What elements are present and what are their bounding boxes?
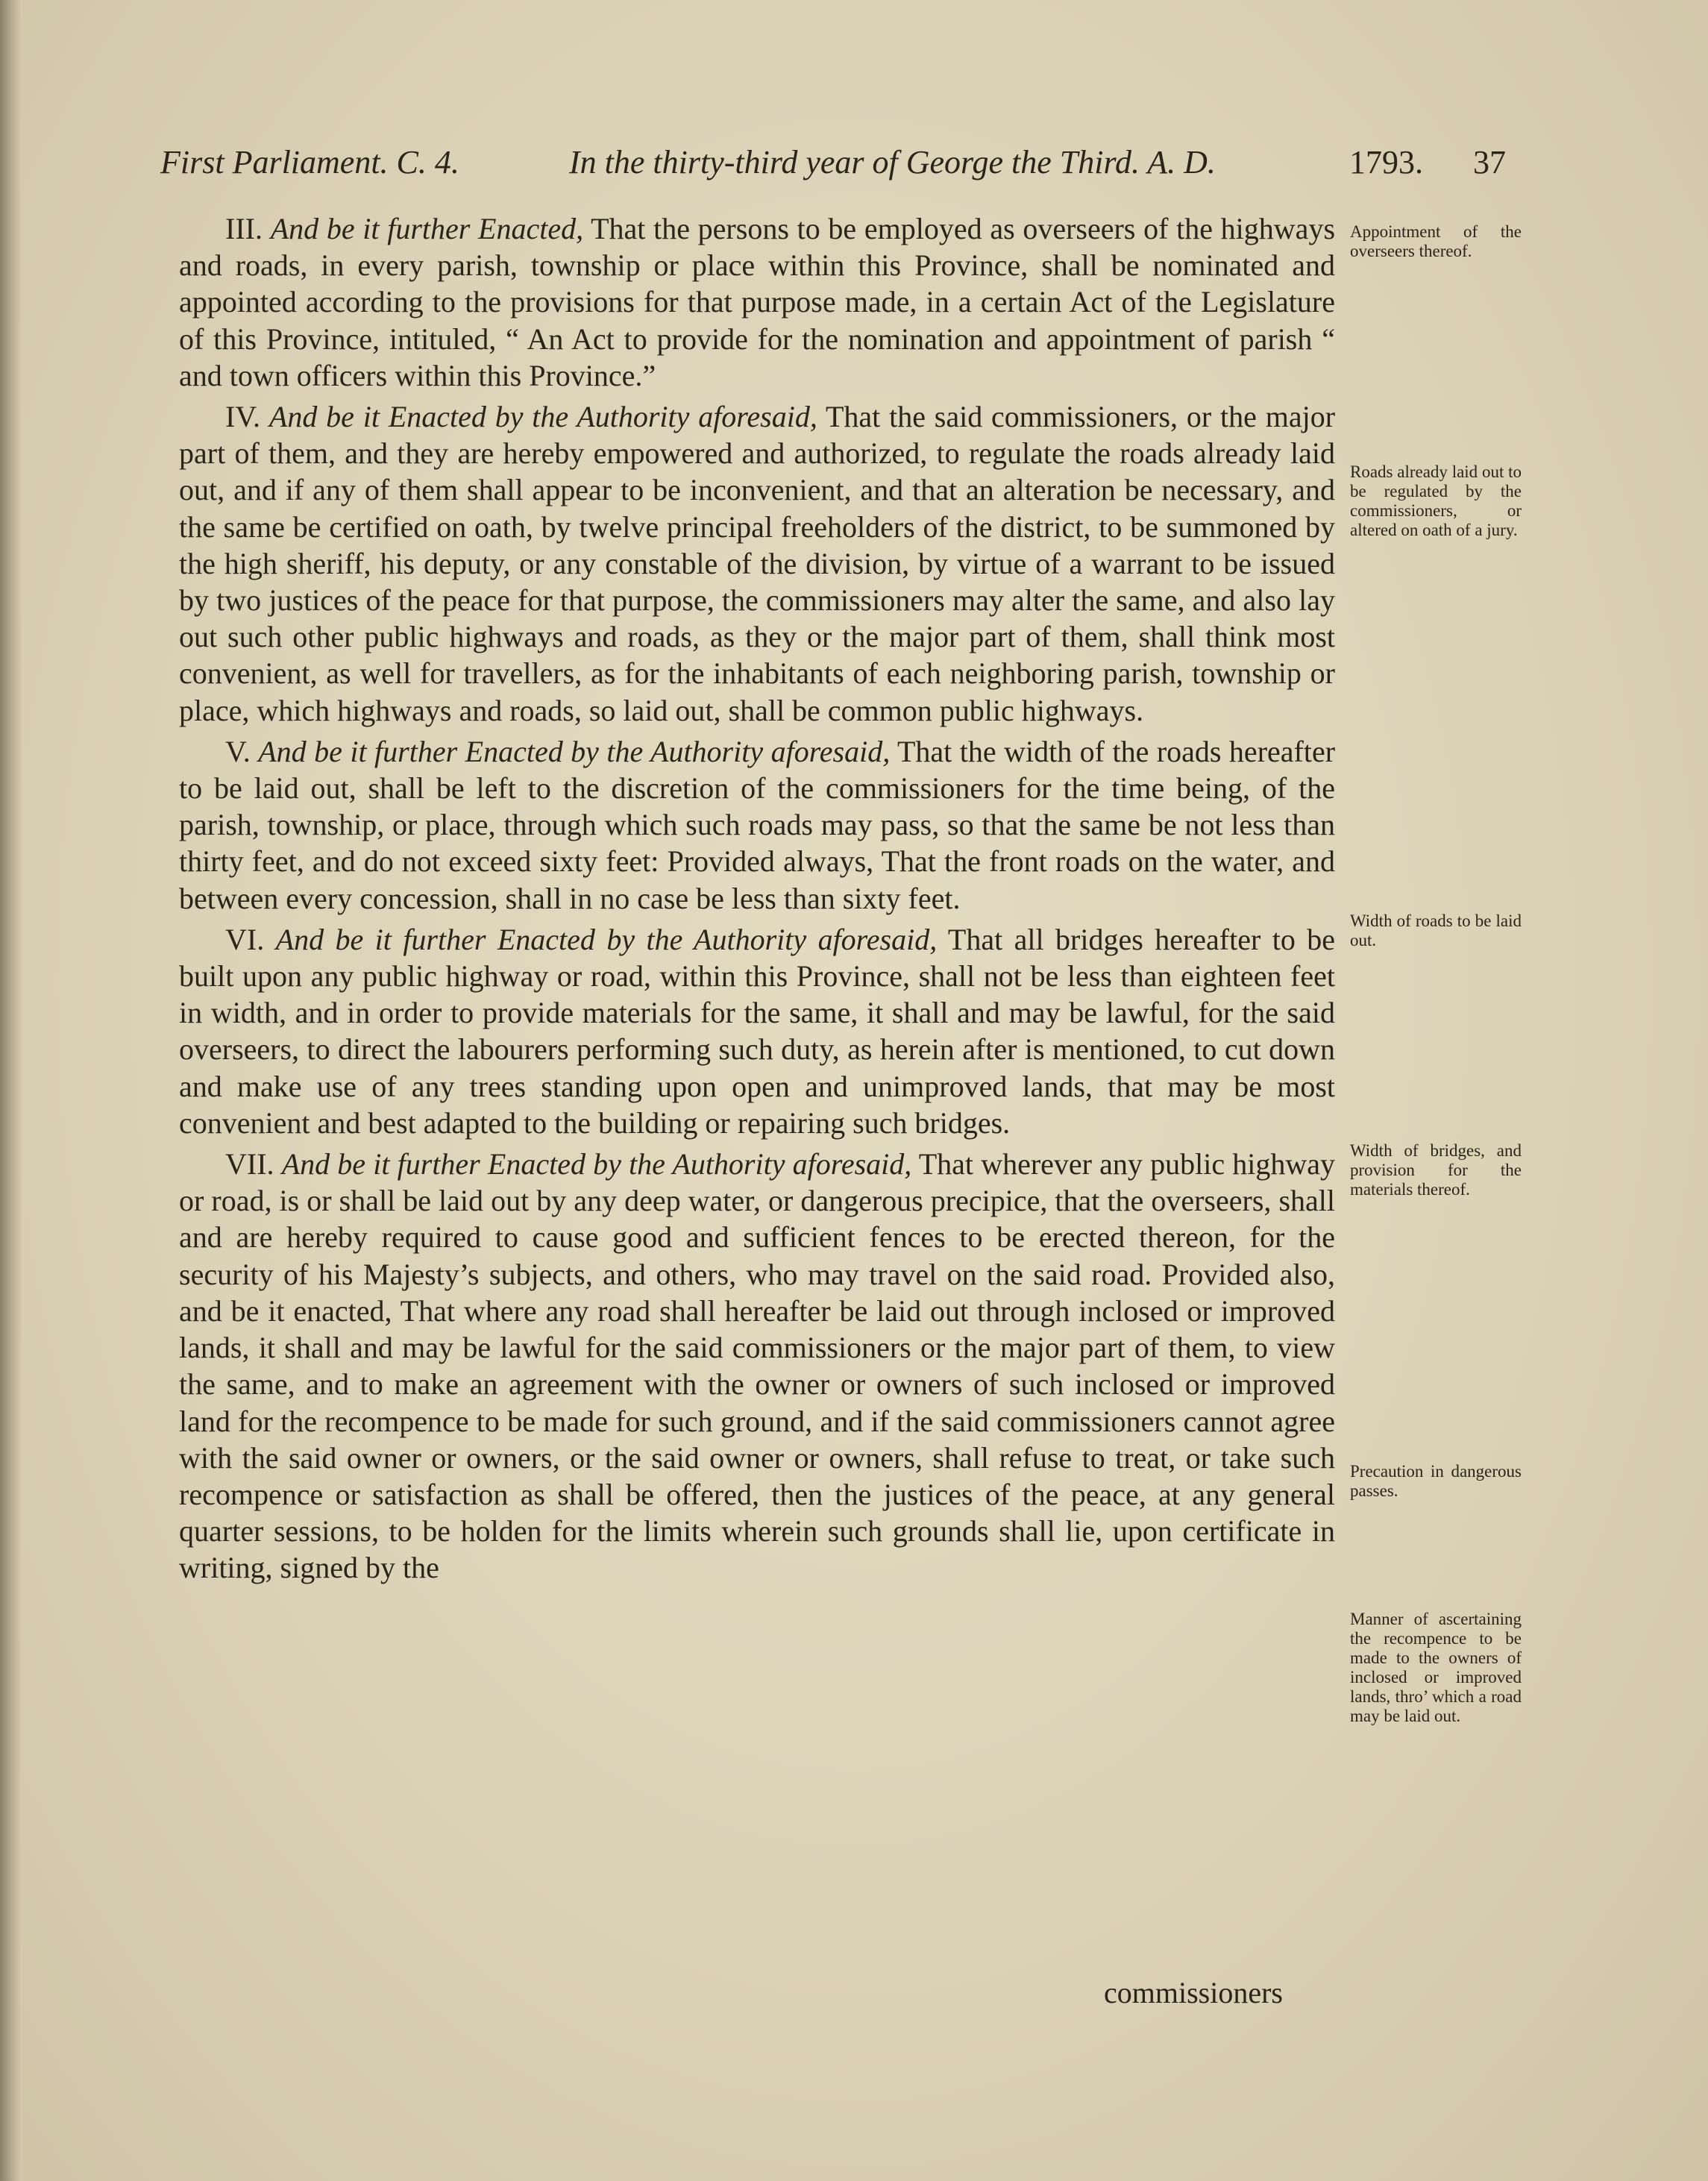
section-6 <box>179 921 1335 1141</box>
margin-note-road-width: Width of roads to be laid out. <box>1350 911 1522 950</box>
section-text: That the width of the roads hereafter to be laid out, shall be left to the discretion of the commissioners for the time being, of the parish, township, or place, through which such roads may pass, so that the same be not less than thirty feet, and do not exceed sixty feet: Provided always, That the front roads on the water, and between every concession, shall in no case be less than sixty feet. <box>179 734 1336 915</box>
section-5 <box>179 733 1335 917</box>
margin-note-bridge-width: Width of bridges, and provision for the materials thereof. <box>1350 1141 1522 1199</box>
section-4 <box>179 398 1335 729</box>
enacting-clause: And be it further Enacted by the Authority aforesaid, <box>275 922 938 956</box>
enacting-clause: And be it Enacted by the Authority aforesaid, <box>269 400 817 434</box>
statute-text <box>179 210 1335 1587</box>
margin-note-recompence: Manner of ascertaining the recompence to be made to the owners of inclosed or improved lands, thro’ which a road may be laid out. <box>1350 1610 1522 1725</box>
section-number: VI. <box>225 922 265 956</box>
enacting-clause: And be it further Enacted by the Authority aforesaid, <box>258 734 891 768</box>
header-regnal-year: In the thirty-third year of George the Third. A. D. <box>569 144 1216 181</box>
section-text: That all bridges hereafter to be built upon any public highway or road, within this Province, shall not be less than eighteen feet in width, and in order to provide materials for the same, it shall and may be lawful, for the said overseers, to direct the labourers performing such duty, as herein after is mentioned, to cut down and make use of any trees standing upon open and unimproved lands, that may be most convenient and best adapted to the building or repairing such bridges. <box>179 922 1335 1140</box>
catchword: commissioners <box>1104 1976 1283 2009</box>
section-text: That wherever any public highway or road, is or shall be laid out by any deep water, or dangerous precipice, that the overseers, shall and are hereby required to cause good and sufficient fences to be erected thereon, for the security of his Majesty’s subjects, and others, who may travel on the said road. Provided also, and be it enacted, That where any road shall hereafter be laid out through inclosed or improved lands, it shall and may be lawful for the said commissioners or the major part of them, to view the same, and to make an agreement with the owner or owners of such inclosed or improved land for the recompence to be made for such ground, and if the said commissioners cannot agree with the said owner or owners, or the said owner or owners, shall refuse to treat, or take such recompence or satisfaction as shall be offered, then the justices of the peace, at any general quarter sessions, to be holden for the limits wherein such grounds shall lie, upon certificate in writing, signed by the <box>179 1147 1335 1585</box>
section-number: V. <box>225 734 251 768</box>
enacting-clause: And be it further Enacted, <box>270 212 584 245</box>
section-7 <box>179 1146 1335 1586</box>
section-number: IV. <box>225 400 261 434</box>
section-text: That the said commissioners, or the major part of them, and they are hereby empowered and authorized, to regulate the roads already laid out, and if any of them shall appear to be inconvenient, and that an alteration be necessary, and the same be certified on oath, by twelve principal freeholders of the district, to be summoned by the high sheriff, his deputy, or any constable of the division, by virtue of a warrant to be issued by two justices of the peace for that purpose, the commissioners may alter the same, and also lay out such other public highways and roads, as they or the major part of them, shall think most convenient, as well for travellers, as for the inhabitants of each neighboring parish, township or place, which highways and roads, so laid out, shall be common public highways. <box>179 400 1336 727</box>
section-text: That the persons to be employed as overseers of the highways and roads, in every parish, township or place within this Province, shall be nominated and appointed according to the provisions for that purpose made, in a certain Act of the Legislature of this Province, intituled, “ An Act to provide for the nomination and appointment of parish “ and town officers within this Province.” <box>179 212 1336 392</box>
header-year: 1793. <box>1349 144 1423 181</box>
margin-note-dangerous-passes: Precaution in dangerous passes. <box>1350 1462 1522 1500</box>
section-number: VII. <box>225 1147 274 1181</box>
margin-note-appointment: Appointment of the overseers thereof. <box>1350 222 1522 260</box>
running-header <box>160 143 1525 195</box>
page-number: 37 <box>1473 144 1506 181</box>
header-chapter: First Parliament. C. 4. <box>160 144 459 181</box>
section-3 <box>179 210 1335 394</box>
binding-gutter <box>0 0 22 2181</box>
enacting-clause: And be it further Enacted by the Authority aforesaid, <box>281 1147 912 1181</box>
section-number: III. <box>225 212 263 245</box>
margin-note-roads-regulated: Roads already laid out to be regulated by the commissioners, or altered on oath of a jury. <box>1350 462 1522 539</box>
